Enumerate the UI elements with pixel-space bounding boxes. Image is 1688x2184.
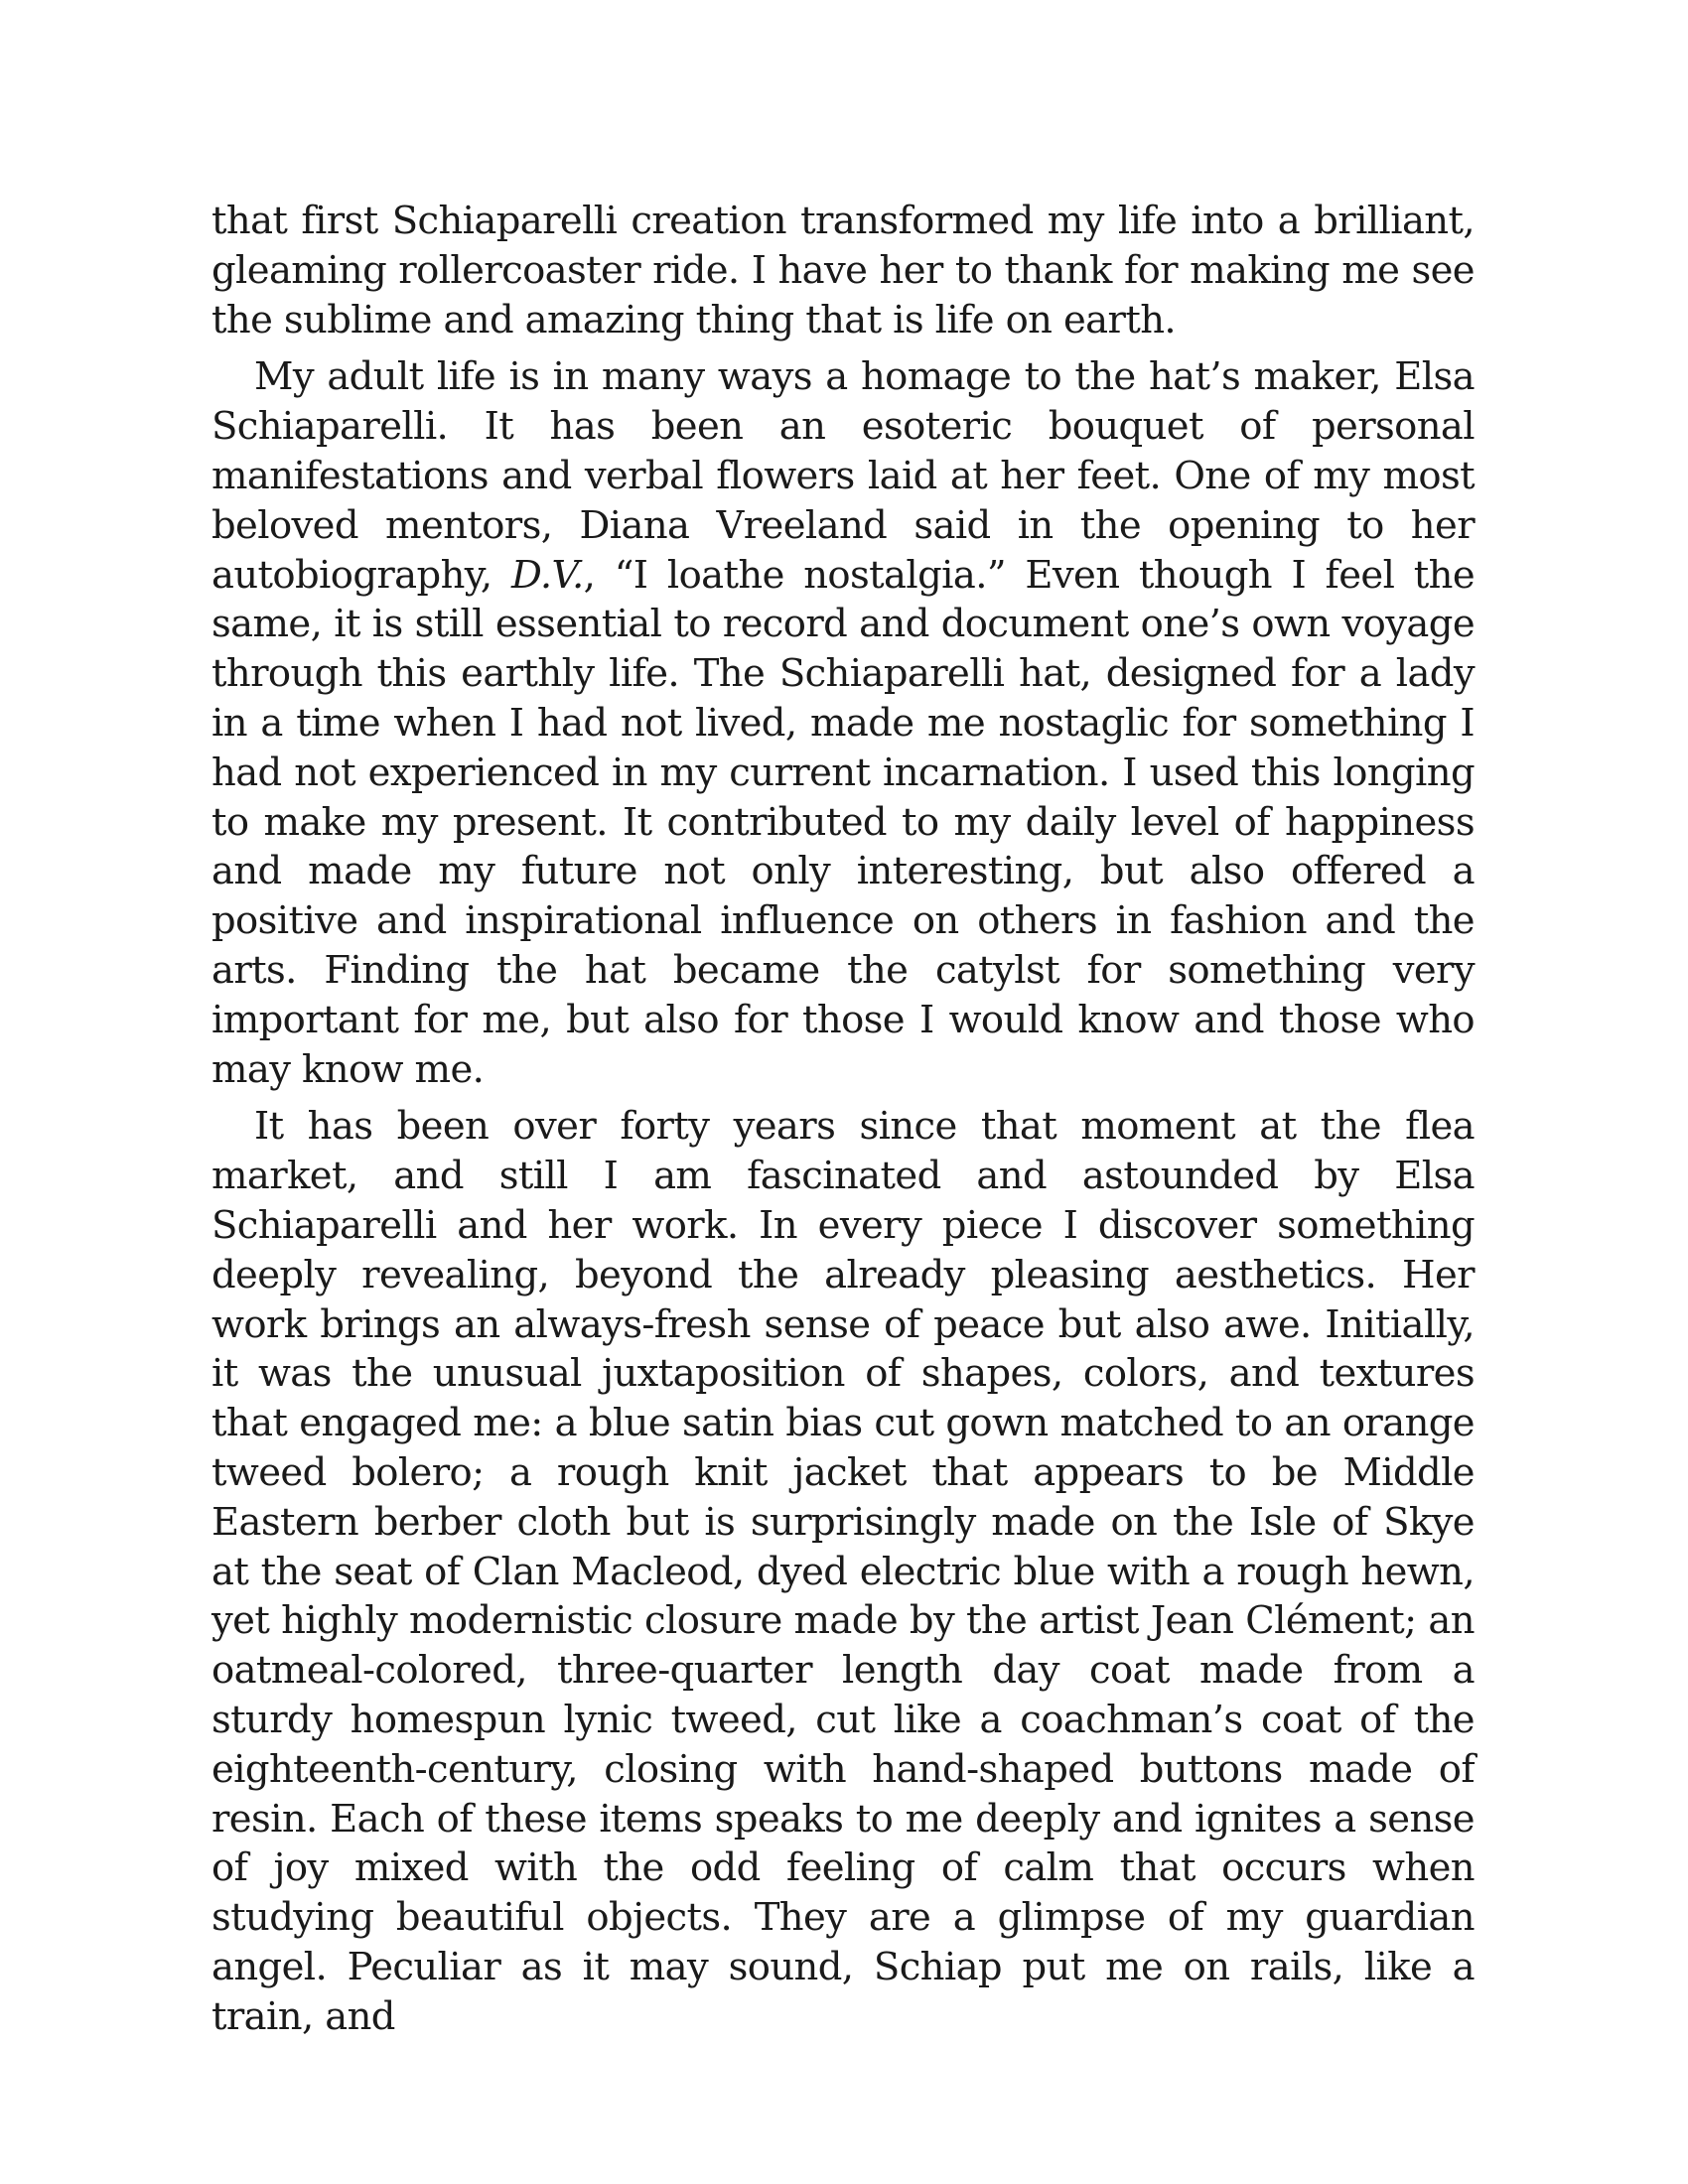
- paragraph-text-after-title: , “I loathe nostalgia.” Even though I feel the same, it is still essential to record and document one’s own voyage through this earthly life. The Schiaparelli hat, designed for a lady in a time when I had not lived, made me nostaglic for something I had not experienced in my current incarnation. I used this longing to make my present. It contributed to my daily level of happiness and made my future not only interesting, but also offered a positive and inspirational influence on others in fashion and the arts. Finding the hat became the catylst for something very important for me, but also for those I would know and those who may know me.: [211, 552, 1476, 1092]
- paragraph-text: It has been over forty years since that moment at the flea market, and still I am fascinated and astounded by Elsa Schiaparelli and her work. In every piece I discover something deeply revealing, beyond the already pleasing aesthetics. Her work brings an always-fresh sense of peace but also awe. Initially, it was the unusual juxtaposition of shapes, colors, and textures that engaged me: a blue satin bias cut gown matched to an orange tweed bolero; a rough knit jacket that appears to be Middle Eastern berber cloth but is surprisingly made on the Isle of Skye at the seat of Clan Macleod, dyed electric blue with a rough hewn, yet highly modernistic closure made by the artist Jean Clément; an oatmeal-colored, three-quarter length day coat made from a sturdy homespun lynic tweed, cut like a coachman’s coat of the eighteenth-century, closing with hand-shaped buttons made of resin. Each of these items speaks to me deeply and ignites a sense of joy mixed with the odd feeling of calm that occurs when studying beautiful objects. They are a glimpse of my guardian angel. Peculiar as it may sound, Schiap put me on rails, like a train, and: [211, 1104, 1475, 2039]
- paragraph-continuation: [211, 197, 1475, 344]
- book-title-italic: D.V.: [510, 552, 584, 598]
- paragraph-text: that first Schiaparelli creation transformed my life into a brilliant, gleaming rollercoaster ride. I have her to thank for making me see the sublime and amazing thing that is life on earth.: [211, 199, 1475, 342]
- page-body: [211, 197, 1475, 2041]
- paragraph-flea-market: [211, 1102, 1475, 2041]
- paragraph-text-before-title: My adult life is in many ways a homage to the hat’s maker, Elsa Schiaparelli. It has been an esoteric bouquet of personal manifestations and verbal flowers laid at her feet. One of my most beloved mentors, Diana Vreeland said in the opening to her autobiography,: [211, 354, 1475, 598]
- paragraph-homage: [211, 352, 1475, 1094]
